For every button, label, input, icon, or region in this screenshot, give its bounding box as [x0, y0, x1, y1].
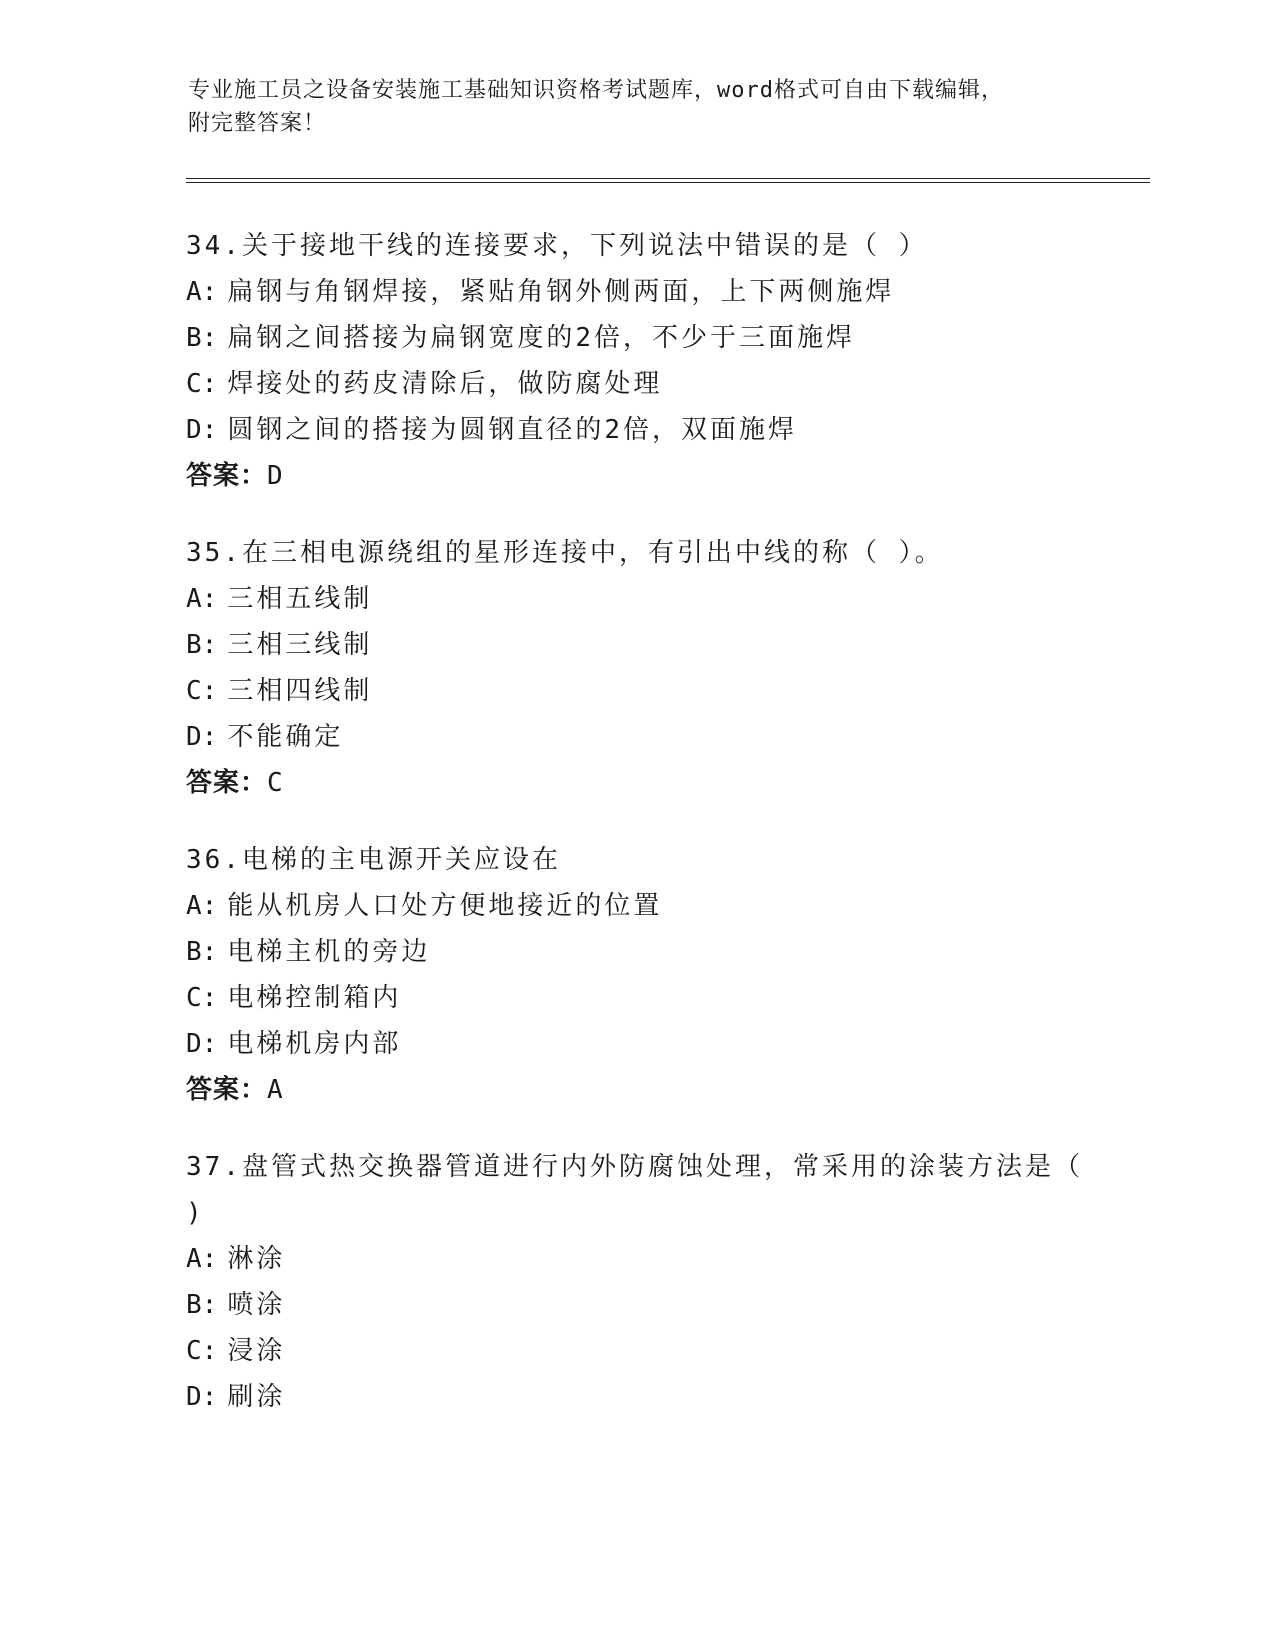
option-d: D: 不能确定: [186, 722, 344, 752]
option-b: B: 三相三线制: [186, 630, 373, 660]
header-double-rule: [186, 178, 1150, 183]
option-a: A: 三相五线制: [186, 584, 373, 614]
document-header: [188, 74, 1088, 140]
option-c: C: 浸涂: [186, 1336, 286, 1366]
option-d: D: 刷涂: [186, 1382, 286, 1412]
answer: 答案：A: [186, 1075, 284, 1105]
question-stem: 35.在三相电源绕组的星形连接中，有引出中线的称（ ）。: [186, 538, 944, 568]
question-35: [186, 530, 1086, 806]
question-36: [186, 837, 1086, 1113]
question-stem-continued: ): [186, 1198, 205, 1228]
question-stem: 34.关于接地干线的连接要求，下列说法中错误的是（ ）: [186, 231, 928, 261]
option-c: C: 三相四线制: [186, 676, 373, 706]
question-stem: 37.盘管式热交换器管道进行内外防腐蚀处理，常采用的涂装方法是（: [186, 1152, 1083, 1182]
option-d: D: 电梯机房内部: [186, 1029, 402, 1059]
option-a: A: 淋涂: [186, 1244, 286, 1274]
option-b: B: 喷涂: [186, 1290, 286, 1320]
option-b: B: 扁钢之间搭接为扁钢宽度的2倍，不少于三面施焊: [186, 323, 855, 353]
header-line-1: 专业施工员之设备安装施工基础知识资格考试题库，word格式可自由下载编辑，: [188, 78, 1004, 103]
header-line-2: 附完整答案！: [188, 111, 327, 136]
option-b: B: 电梯主机的旁边: [186, 937, 431, 967]
question-stem: 36.电梯的主电源开关应设在: [186, 845, 561, 875]
option-c: C: 电梯控制箱内: [186, 983, 402, 1013]
option-d: D: 圆钢之间的搭接为圆钢直径的2倍，双面施焊: [186, 415, 797, 445]
question-37: [186, 1144, 1086, 1420]
option-a: A: 能从机房人口处方便地接近的位置: [186, 891, 663, 921]
answer: 答案：D: [186, 461, 284, 491]
option-a: A: 扁钢与角钢焊接，紧贴角钢外侧两面，上下两侧施焊: [186, 277, 895, 307]
answer: 答案：C: [186, 768, 284, 798]
question-34: [186, 223, 1086, 499]
option-c: C: 焊接处的药皮清除后，做防腐处理: [186, 369, 663, 399]
